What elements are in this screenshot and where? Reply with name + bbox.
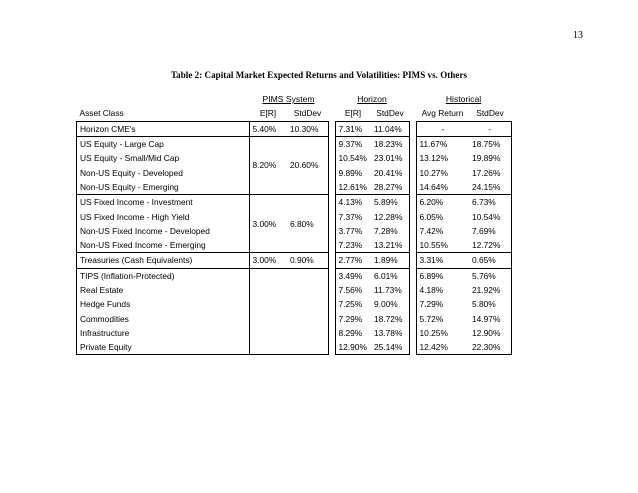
group-header-historical: Historical	[445, 94, 482, 105]
pims-er-cell: 8.20%	[249, 136, 287, 194]
asset-class-cell: Hedge Funds	[77, 297, 243, 311]
pims-sd-cell: 6.80%	[287, 195, 328, 253]
horizon-er-cell: 7.56%	[338, 285, 363, 295]
asset-class-cell: Infrastructure	[77, 326, 243, 340]
hist-sd-cell: 17.26%	[469, 165, 511, 179]
asset-class-cell: Real Estate	[77, 283, 243, 297]
hist-avg-return-cell: 10.25%	[419, 327, 448, 338]
horizon-er-cell: 3.49%	[338, 270, 363, 281]
asset-class-cell: US Fixed Income - Investment	[77, 195, 243, 210]
hist-avg-return-cell: 7.42%	[419, 225, 444, 236]
hist-avg-return-cell: 4.18%	[419, 285, 444, 295]
hist-avg-return-cell: 3.31%	[416, 253, 469, 268]
asset-class-cell: Non-US Fixed Income - Developed	[77, 224, 243, 238]
hist-sd-cell: 14.97%	[469, 311, 511, 325]
hist-sd-cell: -	[469, 121, 511, 136]
horizon-er-cell: 2.77%	[335, 253, 371, 268]
hist-avg-return-cell: -	[416, 121, 469, 136]
pims-er-cell: 3.00%	[249, 195, 287, 253]
horizon-er-cell: 7.25%	[338, 299, 363, 310]
table-row	[77, 268, 512, 283]
column-header-horizon-er: E[R]	[344, 108, 362, 119]
horizon-sd-cell: 5.89%	[371, 195, 409, 210]
column-header-pims-sd: StdDev	[293, 108, 322, 119]
asset-class-cell: Non-US Fixed Income - Emerging	[77, 238, 243, 253]
asset-class-cell: Non-US Equity - Emerging	[77, 180, 243, 195]
horizon-er-cell: 9.37%	[338, 139, 363, 150]
asset-class-cell: Non-US Equity - Developed	[77, 165, 243, 179]
horizon-sd-cell: 7.28%	[371, 224, 409, 238]
asset-class-cell: US Fixed Income - High Yield	[77, 209, 243, 223]
horizon-sd-cell: 11.73%	[371, 283, 409, 297]
table-row	[77, 121, 512, 136]
horizon-er-cell: 4.13%	[338, 197, 363, 208]
horizon-er-cell: 9.89%	[338, 167, 363, 178]
hist-avg-return-cell: 10.27%	[419, 167, 448, 178]
hist-sd-cell: 21.92%	[469, 283, 511, 297]
column-header-hist-sd: StdDev	[476, 108, 504, 119]
asset-class-cell: US Equity - Large Cap	[77, 136, 243, 151]
column-header-pims-er: E[R]	[259, 108, 277, 119]
group-header-row	[77, 92, 512, 106]
table-row	[77, 136, 512, 151]
hist-sd-cell: 7.69%	[469, 224, 511, 238]
hist-avg-return-cell: 14.64%	[416, 180, 469, 195]
horizon-sd-cell: 13.78%	[371, 326, 409, 340]
asset-class-cell: Horizon CME's	[77, 121, 243, 136]
column-header-row	[77, 106, 512, 121]
hist-sd-cell: 19.89%	[469, 151, 511, 165]
horizon-sd-cell: 9.00%	[371, 297, 409, 311]
table-title: Table 2: Capital Market Expected Returns and Volatilities: PIMS vs. Others	[170, 70, 468, 80]
horizon-er-cell: 3.77%	[338, 225, 363, 236]
horizon-er-cell: 7.29%	[338, 313, 363, 324]
pims-er-cell: 3.00%	[249, 253, 287, 268]
horizon-sd-cell: 1.89%	[371, 253, 409, 268]
hist-sd-cell: 12.72%	[469, 238, 511, 253]
asset-class-cell: US Equity - Small/Mid Cap	[77, 151, 243, 165]
cme-table	[76, 92, 512, 355]
horizon-sd-cell: 6.01%	[371, 268, 409, 283]
horizon-sd-cell: 18.72%	[371, 311, 409, 325]
horizon-er-cell: 10.54%	[338, 153, 367, 164]
horizon-er-cell: 7.37%	[338, 211, 363, 222]
horizon-sd-cell: 18.23%	[371, 136, 409, 151]
table-row	[77, 195, 512, 210]
group-header-pims: PIMS System	[262, 94, 315, 105]
horizon-sd-cell: 28.27%	[371, 180, 409, 195]
hist-sd-cell: 12.90%	[469, 326, 511, 340]
hist-sd-cell: 6.73%	[469, 195, 511, 210]
column-header-asset-class: Asset Class	[79, 108, 124, 119]
hist-sd-cell: 0.65%	[469, 253, 511, 268]
hist-avg-return-cell: 13.12%	[419, 153, 448, 164]
horizon-er-cell: 12.61%	[335, 180, 371, 195]
column-header-horizon-sd: StdDev	[376, 108, 404, 119]
horizon-sd-cell: 25.14%	[371, 340, 409, 355]
horizon-sd-cell: 20.41%	[371, 165, 409, 179]
hist-avg-return-cell: 6.20%	[419, 197, 444, 208]
group-header-horizon: Horizon	[357, 94, 387, 105]
pims-sd-cell: 0.90%	[287, 253, 328, 268]
asset-class-cell: Treasuries (Cash Equivalents)	[77, 253, 243, 268]
horizon-sd-cell: 11.04%	[371, 121, 409, 136]
horizon-er-cell: 12.90%	[335, 340, 371, 355]
hist-sd-cell: 18.75%	[469, 136, 511, 151]
column-header-hist-avg-return: Avg Return	[421, 108, 464, 119]
horizon-sd-cell: 13.21%	[371, 238, 409, 253]
hist-avg-return-cell: 12.42%	[416, 340, 469, 355]
horizon-sd-cell: 23.01%	[371, 151, 409, 165]
pims-er-cell: 5.40%	[249, 121, 287, 136]
hist-avg-return-cell: 6.05%	[419, 211, 444, 222]
hist-avg-return-cell: 7.29%	[419, 299, 444, 310]
hist-avg-return-cell: 10.55%	[416, 238, 469, 253]
hist-sd-cell: 5.80%	[469, 297, 511, 311]
hist-avg-return-cell: 5.72%	[419, 313, 444, 324]
hist-sd-cell: 22.30%	[469, 340, 511, 355]
page-number: 13	[573, 30, 583, 41]
pims-sd-cell: 20.60%	[287, 136, 328, 194]
hist-sd-cell: 24.15%	[469, 180, 511, 195]
horizon-sd-cell: 12.28%	[371, 209, 409, 223]
asset-class-cell: Private Equity	[77, 340, 243, 355]
horizon-er-cell: 7.31%	[335, 121, 371, 136]
hist-avg-return-cell: 11.67%	[419, 139, 448, 150]
asset-class-cell: Commodities	[77, 311, 243, 325]
hist-sd-cell: 5.76%	[469, 268, 511, 283]
horizon-er-cell: 8.29%	[338, 327, 363, 338]
horizon-er-cell: 7.23%	[335, 238, 371, 253]
hist-sd-cell: 10.54%	[469, 209, 511, 223]
pims-sd-cell: 10.30%	[287, 121, 328, 136]
asset-class-cell: TIPS (Inflation-Protected)	[77, 268, 243, 283]
table-row	[77, 253, 512, 268]
hist-avg-return-cell: 6.89%	[419, 270, 444, 281]
